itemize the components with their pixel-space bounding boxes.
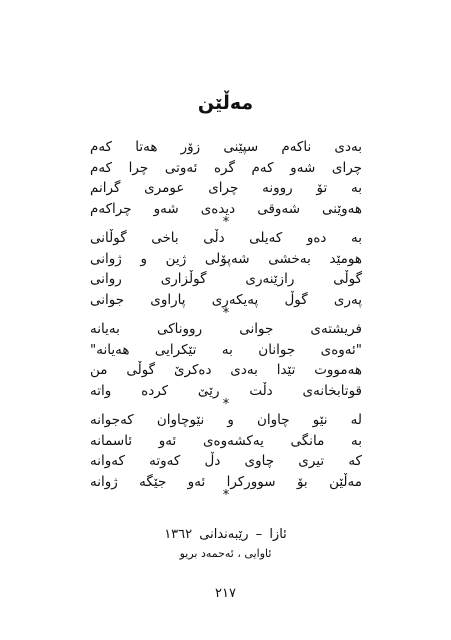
poem-line: گوڵی رازێنەری گوڵزاری روانی <box>90 271 362 287</box>
poem-line: بەدی ناکەم سپێنی زۆر هەتا کەم <box>90 139 362 155</box>
poem-line: بە دەو کەیلی دڵی باخی گوڵانی <box>90 230 362 246</box>
stanza-3 <box>90 319 362 411</box>
poem-line: هەمووت تێدا بەدی دەکرێ گوڵی من <box>90 362 362 378</box>
stanza-separator: * <box>222 306 230 321</box>
poem-line: "ئەوەی جوانان بە تێکرایی هەیانە" <box>90 341 362 358</box>
poem-body <box>90 137 362 501</box>
poem-line: چرای شەو کەم گرە ئەوتی چرا کەم <box>90 159 362 176</box>
stanza-separator: * <box>222 397 230 412</box>
poem-footer <box>0 525 451 563</box>
poem-line: هەوێنی شەوقی دیدەی شەو چراکەم <box>90 200 362 217</box>
stanza-separator: * <box>222 215 230 230</box>
author-line: ئاوایی ، ئەحمەد بریو <box>179 547 272 560</box>
poem-line: لە نێو چاوان و نێوچاوان کەجوانە <box>90 412 362 428</box>
poem-line: پەری گوڵ پەیکەری پاراوی جوانی <box>90 291 362 308</box>
poem-title: مەڵێن <box>197 92 254 114</box>
poem-line: فریشتەی جوانی رووناکی بەیانە <box>90 321 362 337</box>
poem-line: مەڵێن بۆ سوورکرا ئەو جێگە ژوانە <box>90 473 362 490</box>
stanza-4 <box>90 410 362 502</box>
page-number: ٢١٧ <box>215 586 236 601</box>
poem-line: کە تیری چاوی دڵ کەوتە کەوانە <box>90 453 362 469</box>
stanza-2 <box>90 228 362 320</box>
stanza-1 <box>90 137 362 229</box>
poem-line: هومێد بەخشی شەپۆلی ژین و ژوانی <box>90 250 362 267</box>
poem-line: بە تۆ روونە چرای عومری گرانم <box>90 180 362 196</box>
stanza-separator: * <box>222 488 230 503</box>
poem-line: بە مانگی یەکشەوەی ئەو ئاسمانە <box>90 432 362 449</box>
poem-line: قوتابخانەی دڵت رێێ کردە واتە <box>90 382 362 399</box>
date-location-line: ئازا – رێبەندانی ١٣٦٢ <box>164 527 287 542</box>
